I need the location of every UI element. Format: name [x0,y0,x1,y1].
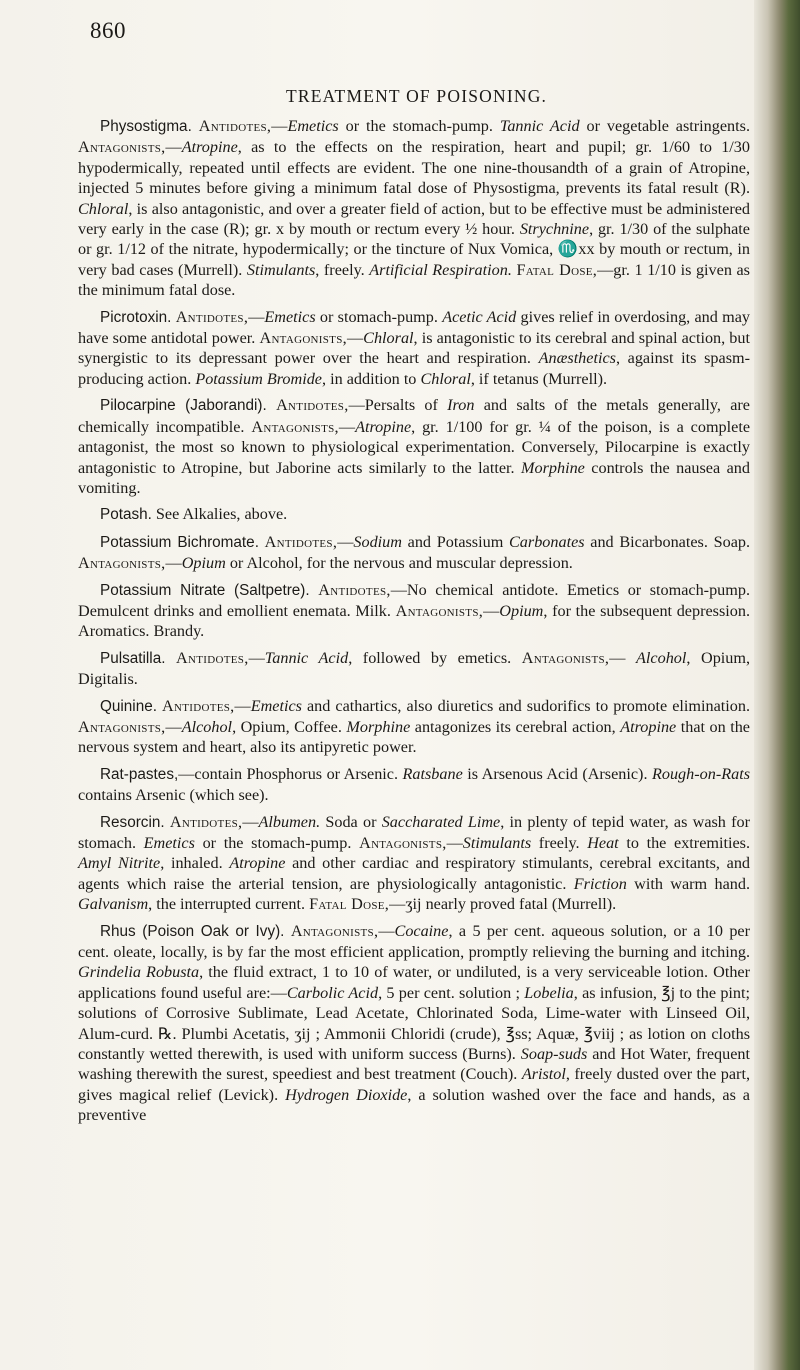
entry-term: Rat-pastes, [100,765,179,783]
italic-run: Tannic Acid [499,117,580,135]
entry-term: Potassium Nitrate (Saltpetre). [100,581,310,599]
entry-term: Quinine. [100,697,157,715]
text-run [267,396,276,414]
italic-run: Chloral [78,199,129,218]
text-run: , against its spasm-producing action. [78,349,750,388]
italic-run: Opium [499,601,544,620]
text-run: , is also antagonistic, and over a greater field of action, but to be effective must be administered very early in the case (R); gr. x by mouth or rectum every ½ hour. [78,199,750,239]
text-run: that on the nervous system and heart, also its antipyretic power. [78,717,750,757]
italic-run: Chloral [420,369,471,388]
text-run: gives relief in overdosing, and may have some antidotal power. [78,307,750,348]
text-run: — [337,532,354,551]
text-run: — [234,696,251,715]
text-run: , followed by emetics. [348,648,522,667]
text-run: , for the subsequent depression. Aromatics. Brandy. [78,601,750,641]
italic-run: Saccharated Lime [381,812,501,831]
italic-run: Alcohol [181,717,233,736]
text-run: , the interrupted current. [148,895,310,914]
entry [78,532,750,574]
text-run: , gr. 1/30 of the sulphate or gr. 1/12 of the nitrate, hypodermically; or the tincture of Nux Vomica, ♏xx by mouth or rectum, in very bad cases (Murrell). [78,220,750,279]
italic-run: Potassium Bromide [195,369,322,388]
text-run: and Hot Water, frequent washing therewith the surest, speediest and best treatment (Couch). [78,1045,750,1084]
text-run: — [165,717,182,736]
text-run: , the fluid extract, 1 to 10 of water, or undiluted, is a very serviceable lotion. Other applications found useful are:— [78,963,750,1002]
smallcaps-run: Antagonists, [78,554,166,573]
entry-term: Physostigma. [100,118,192,135]
text-run: or stomach-pump. [315,307,443,326]
text-run: — [242,812,259,831]
text-run: — [165,138,182,157]
text-run: or the stomach-pump. [194,834,360,852]
text-run: , in addition to [321,369,421,388]
entry [78,307,750,390]
italic-run: Atropine [355,417,412,436]
italic-run: Hydrogen Dioxide [285,1085,408,1104]
italic-run: Sodium [353,532,402,551]
text-run: — [165,554,182,573]
italic-run: Friction [573,874,627,893]
italic-run: Aristol [521,1065,566,1084]
italic-run: Galvanism [78,895,149,914]
running-head: TREATMENT OF POISONING. [286,86,548,106]
entry [78,116,750,301]
smallcaps-run: Antagonists, [259,329,347,348]
text-run: —Persalts of [348,396,448,415]
text-run: See Alkalies, above. [151,505,288,524]
smallcaps-run: Antagonists, [395,601,484,620]
italic-run: Emetics [264,307,316,326]
italic-run: Carbonates [509,532,585,551]
entry-term: Potassium Bichromate. [100,533,259,551]
text-run: antagonizes its cerebral action, [410,717,621,736]
text-run: , in plenty of tepid water, as wash for stomach. [78,812,751,852]
entry-term: Pulsatilla. [100,649,166,667]
entry-term: Rhus (Poison Oak or Ivy). [100,922,285,940]
italic-run: Artificial Respiration. [369,260,512,279]
entry-term: Potash. [100,506,152,524]
text-run: , freely dusted over the part, gives magical relief (Levick). [78,1065,750,1104]
italic-run: Rough-on-Rats [651,764,750,783]
smallcaps-run: Fatal Dose, [516,260,598,279]
italic-run: Atropine [181,138,238,157]
italic-run: Atropine [620,717,677,736]
smallcaps-run: Antidotes, [198,117,272,135]
text-run: with warm hand. [626,874,750,893]
text-run: , as infusion, ℥j to the pint; solutions of Corrosive Sublimate, Lead Acetate, Chlorinated Soda, Lime-water with Linseed Oil, Alum-curd. ℞. Plumbi Acetatis, ʒij ; Ammonii Chloridi (crude), ℥ss; Aquæ, ℥viij ; as lotion on cloths constantly wetted therewith, is used with uniform success (Burns). [78,983,750,1064]
text-run: Soda or [320,812,382,831]
italic-run: Acetic Acid [442,307,517,326]
italic-run: Atropine [229,854,286,873]
text-run: — [483,601,500,620]
text-run [192,117,199,135]
text-run: and salts of the metals generally, are chemically incompatible. [78,396,750,436]
text-run: or the stomach-pump. [338,117,500,135]
text-run: — [378,921,395,940]
smallcaps-run: Antagonists, [78,717,166,736]
italic-run: Cocaine [394,921,449,940]
italic-run: Strychnine [519,220,590,239]
text-run: freely. [531,834,588,852]
text-run: — [271,117,288,135]
smallcaps-run: Antidotes, [162,696,235,715]
text-run [165,649,176,667]
text-run: —gr. 1 1/10 is given as the minimum fatal dose. [78,260,750,300]
text-run: —ʒij nearly proved fatal (Murrell). [389,895,617,914]
text-run [310,581,319,599]
entry [78,504,750,525]
italic-run: Stimulants [246,260,316,279]
text-run: and Bicarbonates. Soap. [584,532,751,551]
text-run: contains Arsenic (which see). [78,786,269,805]
smallcaps-run: Fatal Dose, [309,895,390,914]
text-run: , freely. [315,260,370,279]
text-run: , if tetanus (Murrell). [470,369,608,388]
text-run: , as to the effects on the respiration, heart and pupil; gr. 1/60 to 1/30 hypodermically, repeated until effects are evident. The one nine-thousandth of a grain of Atropine, injected 5 minutes before giving a minimum fatal dose of Physostigma, prevents its fatal result (R). [78,138,750,198]
text-run: and other cardiac and respiratory stimulants, cerebral excitants, and agents which raise the arterial tension, are physiologically antagonistic. [78,854,751,893]
entry-term: Picrotoxin. [100,308,172,326]
smallcaps-run: Antagonists, [359,834,447,852]
entry [78,812,750,915]
text-run: — [346,329,364,348]
text-run: , inhaled. [160,854,230,873]
text-run: , 5 per cent. solution ; [378,983,525,1002]
text-run: , a solution washed over the face and hands, as a preventive [78,1085,750,1125]
italic-run: Amyl Nitrite [78,854,161,873]
text-run: , is antagonistic to its cerebral and spinal action, but synergistic to its depressant power over the heart and respiration. [78,329,750,368]
text-run: , gr. 1/100 for gr. ¼ of the poison, is a complete antagonist, the most so known to physiological experimentation. Conversely, Pilocarpine is exactly antagonistic to Atropine, but Jaborine acts similarly to the latter. [78,417,751,477]
italic-run: Emetics [143,834,195,852]
smallcaps-run: Antagonists, [290,921,379,940]
entry [78,696,750,758]
text-run: and Potassium [401,532,509,551]
text-run: — [609,648,637,667]
italic-run: Grindelia Robusta [78,963,200,982]
italic-run: Heat [587,834,619,852]
text-run: , Opium, Digitalis. [78,648,751,689]
text-run: controls the nausea and vomiting. [78,458,750,497]
italic-run: Lobelia [524,983,574,1002]
smallcaps-run: Antagonists, [521,648,610,667]
italic-run: Alcohol [636,648,687,667]
entry [78,764,750,806]
text-run: and cathartics, also diuretics and sudorifics to promote elimination. [301,696,750,715]
smallcaps-run: Antidotes, [169,812,243,831]
italic-run: Iron [447,396,475,415]
text-run: , a 5 per cent. aqueous solution, or a 10 per cent. oleate, locally, is by far the most efficient application, promptly relieving the burning and itching. [78,921,750,962]
entry [78,648,750,690]
smallcaps-run: Antidotes, [264,532,338,551]
entry [78,395,750,498]
text-run: is Arsenous Acid (Arsenic). [462,764,652,783]
smallcaps-run: Antidotes, [175,307,249,326]
smallcaps-run: Antagonists, [251,417,339,436]
italic-run: Anæsthetics [538,349,616,368]
text-run: —No chemical antidote. Emetics or stomach-pump. Demulcent drinks and emollient enemata. Milk. [78,580,750,620]
entry [78,580,750,642]
page-edge-shadow [754,0,800,1370]
italic-run: Carbolic Acid [286,983,379,1002]
entry [78,921,750,1126]
smallcaps-run: Antidotes, [318,580,391,599]
italic-run: Tannic Acid [264,648,349,667]
page-number: 860 [90,18,126,43]
text-run: — [338,417,356,436]
italic-run: Stimulants [462,834,532,852]
italic-run: Opium [181,554,226,573]
text-run: to the extremities. [618,834,750,852]
italic-run: Chloral [363,329,414,348]
smallcaps-run: Antidotes, [176,648,249,667]
italic-run: Emetics [287,117,339,135]
text-run: — [248,307,265,326]
italic-run: Morphine [346,717,411,736]
body-text [78,116,750,1132]
entry-term: Resorcin. [100,813,165,831]
italic-run: Morphine [521,458,585,477]
text-run: — [248,648,265,667]
text-run: —contain Phosphorus or Arsenic. [178,764,403,783]
text-run: or Alcohol, for the nervous and muscular depression. [225,554,573,573]
italic-run: Albumen. [258,812,321,831]
smallcaps-run: Antidotes, [276,396,349,415]
smallcaps-run: Antagonists, [78,138,166,157]
text-run: , Opium, Coffee. [232,717,347,736]
entry-term: Pilocarpine (Jaborandi). [100,397,267,415]
italic-run: Emetics [250,696,302,715]
text-run: or vegetable astringents. [579,117,750,135]
italic-run: Ratsbane [402,764,463,783]
italic-run: Soap-suds [520,1045,588,1064]
text-run: — [446,834,463,852]
